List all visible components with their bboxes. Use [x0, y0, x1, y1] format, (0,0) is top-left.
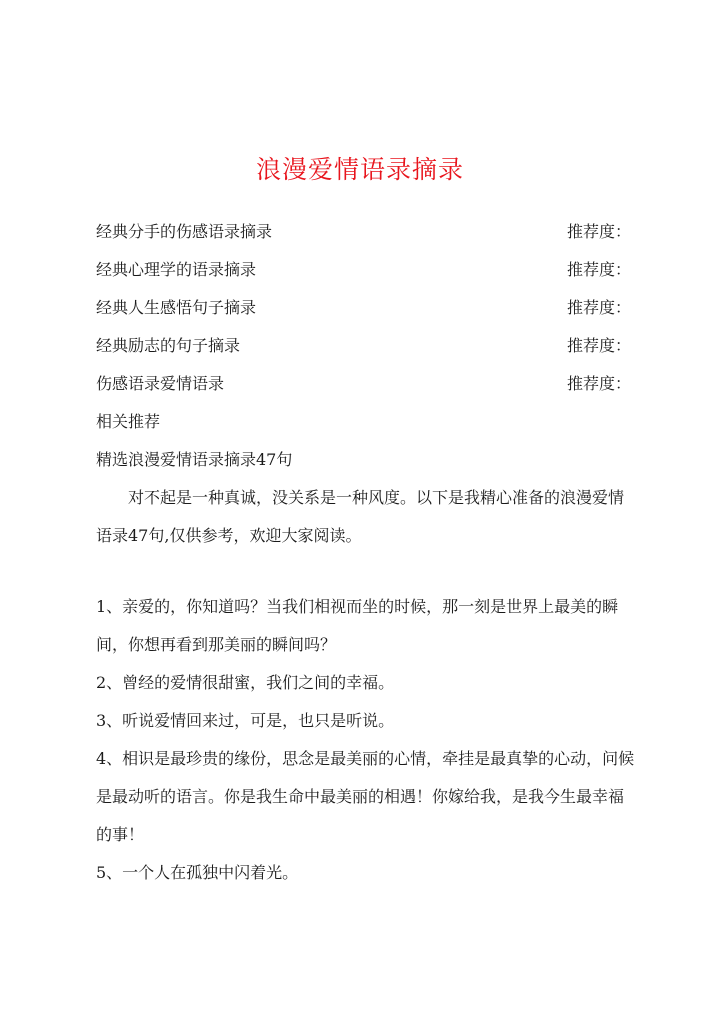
recommendation-list — [96, 220, 631, 410]
recommendation-item[interactable] — [96, 296, 631, 334]
recommendation-title[interactable]: 经典人生感悟句子摘录 — [96, 298, 257, 317]
recommendation-rating-label: 推荐度： — [566, 222, 631, 241]
recommendation-item[interactable] — [96, 334, 631, 372]
quote-item: 4、相识是最珍贵的缘份，思念是最美丽的心情，牵挂是最真挚的心动，问候是最动听的语言。你是我生命中最美丽的相遇！你嫁给我，是我今生最幸福的事！ — [96, 749, 635, 844]
recommendation-rating-label: 推荐度： — [566, 374, 631, 393]
quote-item: 1、亲爱的，你知道吗？当我们相视而坐的时候，那一刻是世界上最美的瞬间，你想再看到那美丽的瞬间吗？ — [96, 597, 619, 654]
recommendation-item[interactable] — [96, 372, 631, 410]
recommendation-title[interactable]: 经典心理学的语录摘录 — [96, 260, 257, 279]
recommendation-rating-label: 推荐度： — [566, 260, 631, 279]
intro-paragraph: 对不起是一种真诚，没关系是一种风度。以下是我精心准备的浪漫爱情语录47句,仅供参考，欢迎大家阅读。 — [96, 488, 625, 545]
quote-item: 3、听说爱情回来过，可是，也只是听说。 — [96, 711, 395, 730]
document-title: 浪漫爱情语录摘录 — [255, 155, 464, 184]
quote-list — [96, 588, 636, 892]
recommendation-item[interactable] — [96, 220, 631, 258]
related-heading: 相关推荐 — [96, 412, 161, 431]
recommendation-item[interactable] — [96, 258, 631, 296]
recommendation-title[interactable]: 经典分手的伤感语录摘录 — [96, 222, 273, 241]
quote-item: 2、曾经的爱情很甜蜜，我们之间的幸福。 — [96, 673, 395, 692]
recommendation-title[interactable]: 伤感语录爱情语录 — [96, 374, 225, 393]
quote-item: 5、一个人在孤独中闪着光。 — [96, 863, 299, 882]
article-subtitle: 精选浪漫爱情语录摘录47句 — [96, 450, 293, 469]
recommendation-rating-label: 推荐度： — [566, 298, 631, 317]
recommendation-rating-label: 推荐度： — [566, 336, 631, 355]
recommendation-title[interactable]: 经典励志的句子摘录 — [96, 336, 241, 355]
